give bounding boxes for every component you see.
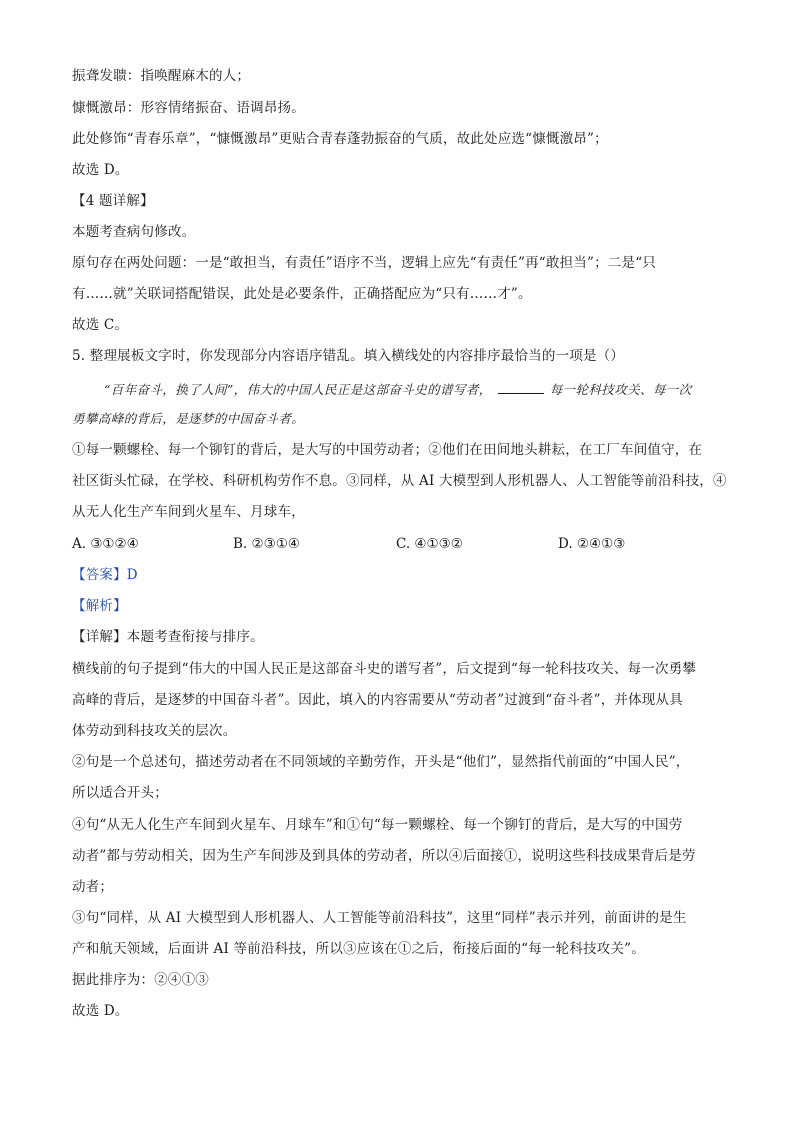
fill-blank xyxy=(498,381,544,394)
quote-part-before-blank: “百年奋斗，换了人间”，伟大的中国人民正是这部奋斗史的谱写者， xyxy=(104,382,492,397)
analysis-label: 【解析】 xyxy=(72,598,127,614)
text-line: 振聋发聩：指唤醒麻木的人； xyxy=(72,68,251,84)
option-c: C. ④①③② xyxy=(396,536,463,552)
section-heading: 【4 题详解】 xyxy=(72,193,154,209)
text-line: 所以适合开头； xyxy=(72,785,168,801)
quote-passage-line xyxy=(104,380,692,400)
text-line: 从无人化生产车间到火星车、月球车， xyxy=(72,504,305,520)
text-line: 故选 D。 xyxy=(72,162,129,178)
text-line: 有……就”关联词搭配错误，此处是必要条件，正确搭配应为“只有……才”。 xyxy=(72,286,532,302)
option-b: B. ②③①④ xyxy=(233,536,300,552)
text-line: 动者； xyxy=(72,879,114,895)
quote-part-after-blank: 每一轮科技攻关、每一次 xyxy=(549,382,692,397)
text-line: 社区街头忙碌，在学校、科研机构劳作不息。③同样，从 AI 大模型到人形机器人、人工智能等前沿科技，④ xyxy=(72,473,727,489)
quote-passage-line: 勇攀高峰的背后，是逐梦的中国奋斗者。 xyxy=(72,411,305,426)
text-line: 【详解】本题考查衔接与排序。 xyxy=(72,629,264,645)
text-line: 此处修饰“青春乐章”，“慷慨激昂”更贴合青春蓬勃振奋的气质，故此处应选“慷慨激昂”； xyxy=(72,131,608,147)
text-line: 据此排序为：②④①③ xyxy=(72,972,209,988)
text-line: 本题考查病句修改。 xyxy=(72,224,196,240)
text-line: 高峰的背后，是逐梦的中国奋斗者”。因此，填入的内容需要从“劳动者”过渡到“奋斗者”，并体现从具 xyxy=(72,692,683,708)
text-line: ②句是一个总述句，描述劳动者在不同领域的辛勤劳作，开头是“他们”，显然指代前面的“中国人民”， xyxy=(72,754,690,770)
text-line: ①每一颗螺栓、每一个铆钉的背后，是大写的中国劳动者；②他们在田间地头耕耘，在工厂车间值守，在 xyxy=(72,442,703,458)
option-a: A. ③①②④ xyxy=(72,536,139,552)
text-line: 故选 D。 xyxy=(72,1003,129,1019)
question-stem: 5. 整理展板文字时，你发现部分内容语序错乱。填入横线处的内容排序最恰当的一项是（） xyxy=(72,348,625,364)
text-line: 产和航天领域，后面讲 AI 等前沿科技，所以③应该在①之后，衔接后面的“每一轮科技攻关”。 xyxy=(72,941,645,957)
text-line: 横线前的句子提到“伟大的中国人民正是这部奋斗史的谱写者”，后文提到“每一轮科技攻关、每一次勇攀 xyxy=(72,661,697,677)
text-line: 故选 C。 xyxy=(72,317,129,333)
text-line: 动者”都与劳动相关，因为生产车间涉及到具体的劳动者，所以④后面接①，说明这些科技成果背后是劳 xyxy=(72,848,696,864)
answer-label: 【答案】D xyxy=(72,567,138,583)
text-line: 慷慨激昂：形容情绪振奋、语调昂扬。 xyxy=(72,100,305,116)
text-line: ④句“从无人化生产车间到火星车、月球车”和①句“每一颗螺栓、每一个铆钉的背后，是大写的中国劳 xyxy=(72,817,683,833)
text-line: ③句“同样，从 AI 大模型到人形机器人、人工智能等前沿科技”，这里“同样”表示并列，前面讲的是生 xyxy=(72,910,687,926)
text-line: 原句存在两处问题：一是“敢担当，有责任”语序不当，逻辑上应先“有责任”再“敢担当”；二是“只 xyxy=(72,255,657,271)
option-d: D. ②④①③ xyxy=(558,536,626,552)
text-line: 体劳动到科技攻关的层次。 xyxy=(72,723,237,739)
